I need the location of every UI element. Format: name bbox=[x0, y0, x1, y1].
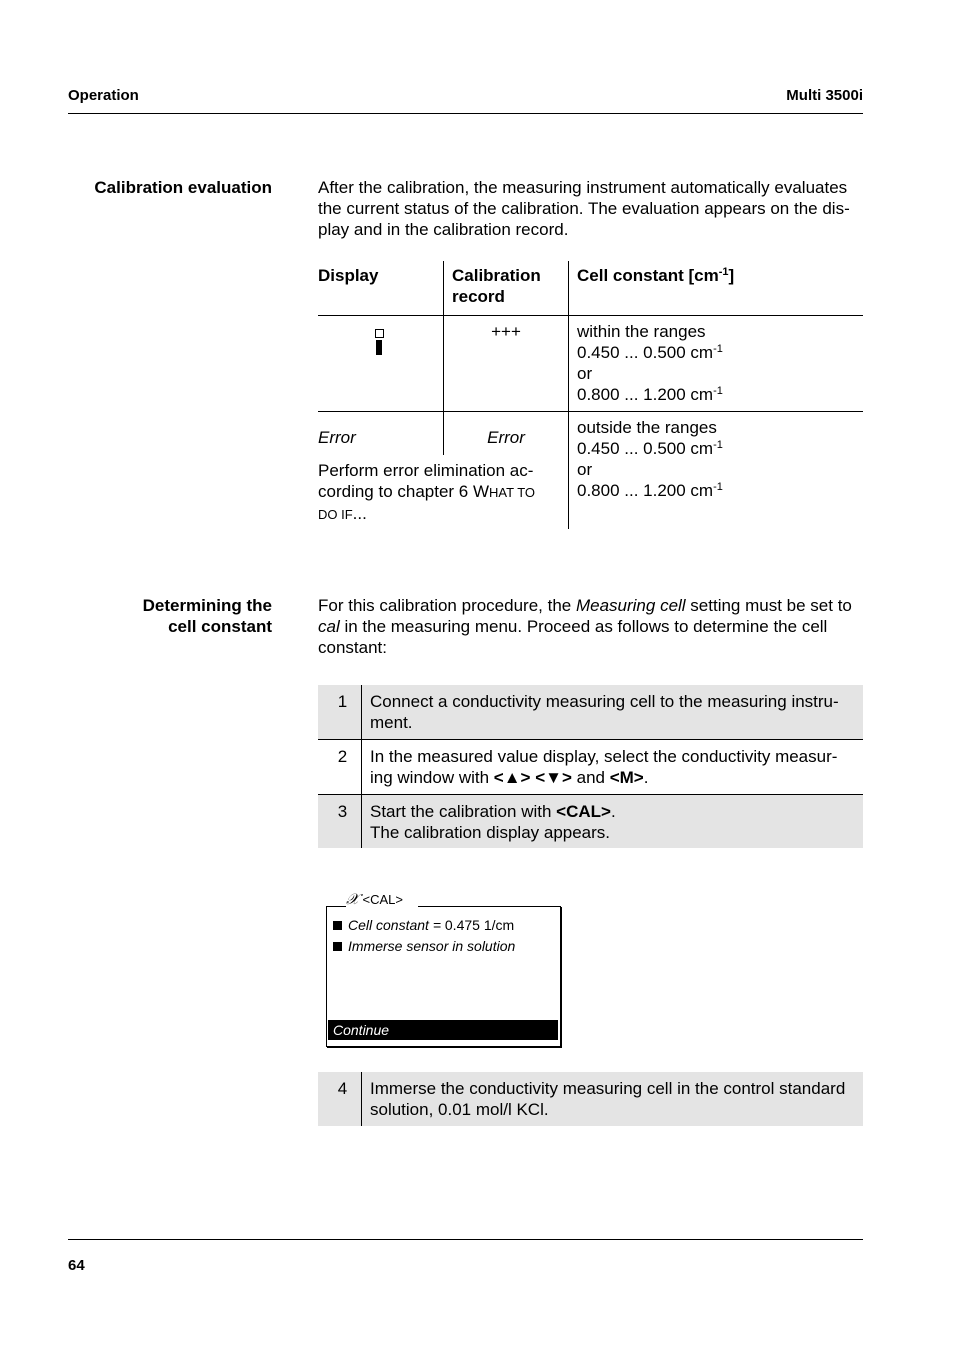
exponent: -1 bbox=[713, 439, 723, 451]
bullet-icon bbox=[333, 942, 342, 951]
range-text: within the ranges bbox=[577, 322, 706, 341]
col-header-constant bbox=[577, 265, 734, 286]
step-divider bbox=[361, 1072, 362, 1126]
table-divider bbox=[443, 261, 444, 455]
footer-rule bbox=[68, 1239, 863, 1240]
step-line bbox=[370, 767, 857, 788]
range-value: 0.450 ... 0.500 cm bbox=[577, 439, 714, 458]
cell-symbol-icon: 𝒳 bbox=[346, 890, 359, 908]
step-text-run: and bbox=[571, 768, 610, 787]
row1-record: +++ bbox=[491, 322, 521, 341]
determining-intro bbox=[318, 595, 866, 658]
step-text bbox=[370, 1078, 857, 1120]
key-m: <M> bbox=[609, 768, 644, 787]
step-line: solution, 0.01 mol/l KCl. bbox=[370, 1100, 549, 1119]
step-divider bbox=[361, 740, 362, 794]
display-text: Immerse sensor in solution bbox=[348, 938, 516, 954]
determining-title bbox=[143, 595, 272, 637]
col-header-record-line: record bbox=[452, 287, 505, 306]
calibration-evaluation-intro bbox=[318, 177, 866, 240]
range-line bbox=[577, 384, 723, 405]
step-number: 1 bbox=[337, 692, 348, 711]
step-number: 3 bbox=[337, 802, 348, 821]
exponent: -1 bbox=[713, 385, 723, 397]
display-line-instruction bbox=[333, 937, 515, 955]
row2-constant bbox=[577, 417, 723, 501]
table-rule bbox=[318, 315, 863, 316]
step-divider bbox=[361, 685, 362, 739]
step-1 bbox=[318, 685, 863, 739]
step-2 bbox=[318, 740, 863, 794]
step-divider bbox=[361, 795, 362, 848]
intro-line: play and in the calibration record. bbox=[318, 220, 569, 239]
step-text bbox=[370, 691, 857, 733]
intro-text: setting must be set to bbox=[685, 596, 852, 615]
note-text: ... bbox=[352, 504, 367, 523]
header-section: Operation bbox=[68, 87, 139, 104]
col-header-record bbox=[452, 265, 541, 307]
display-line-cell-constant bbox=[333, 916, 514, 934]
intro-text: in the measuring menu. Proceed as follows to determine the cell bbox=[339, 617, 828, 636]
step-4 bbox=[318, 1072, 863, 1126]
display-label: Cell constant = bbox=[348, 917, 445, 933]
intro-line: constant: bbox=[318, 638, 387, 657]
range-line bbox=[577, 480, 723, 501]
intro-line bbox=[318, 616, 866, 637]
range-line bbox=[577, 438, 723, 459]
intro-line: After the calibration, the measuring instrument automatically evaluates bbox=[318, 178, 848, 197]
row1-constant bbox=[577, 321, 723, 405]
note-line: Perform error elimination ac- bbox=[318, 461, 534, 480]
step-number: 4 bbox=[337, 1079, 348, 1098]
intro-line bbox=[318, 595, 866, 616]
step-text-run: . bbox=[643, 768, 649, 787]
range-value: 0.800 ... 1.200 cm bbox=[577, 385, 714, 404]
step-line: ment. bbox=[370, 713, 413, 732]
range-text: outside the ranges bbox=[577, 418, 717, 437]
range-value: 0.450 ... 0.500 cm bbox=[577, 343, 714, 362]
bullet-icon bbox=[333, 921, 342, 930]
table-rule bbox=[318, 411, 863, 412]
note-text: cording to chapter 6 W bbox=[318, 482, 490, 501]
header-product: Multi 3500i bbox=[786, 87, 863, 104]
header-rule bbox=[68, 113, 863, 114]
step-line: Immerse the conductivity measuring cell in the control standard bbox=[370, 1079, 846, 1098]
step-line bbox=[370, 801, 857, 822]
col-header-constant-end: ] bbox=[728, 266, 735, 285]
table-divider bbox=[568, 261, 569, 529]
step-text bbox=[370, 801, 857, 843]
col-header-display: Display bbox=[318, 266, 379, 285]
step-line: In the measured value display, select the conductivity measur- bbox=[370, 747, 838, 766]
chapter-ref: HAT TO bbox=[489, 485, 536, 500]
key-down: <▼> bbox=[535, 768, 572, 787]
setting-name: Measuring cell bbox=[575, 596, 686, 615]
key-up: <▲> bbox=[493, 768, 531, 787]
screen-title bbox=[346, 890, 407, 909]
step-text bbox=[370, 746, 857, 788]
intro-text: For this calibration procedure, the bbox=[318, 596, 576, 615]
row2-record: Error bbox=[487, 428, 525, 447]
screen-title-text: <CAL> bbox=[362, 892, 404, 907]
exponent: -1 bbox=[718, 266, 729, 278]
instrument-display bbox=[326, 906, 561, 1047]
display-value: 0.475 1/cm bbox=[444, 917, 515, 933]
step-text-run: . bbox=[610, 802, 616, 821]
exponent: -1 bbox=[713, 343, 723, 355]
row2-note bbox=[318, 460, 563, 525]
key-cal: <CAL> bbox=[556, 802, 611, 821]
setting-value: cal bbox=[318, 617, 340, 636]
step-text-run: ing window with bbox=[370, 768, 494, 787]
calibration-evaluation-title: Calibration evaluation bbox=[94, 178, 272, 197]
note-line bbox=[318, 481, 563, 503]
page-number: 64 bbox=[68, 1257, 85, 1274]
step-line: The calibration display appears. bbox=[370, 823, 611, 842]
range-or: or bbox=[577, 460, 593, 479]
step-number: 2 bbox=[337, 747, 348, 766]
col-header-record-line: Calibration bbox=[452, 266, 541, 285]
step-line: Connect a conductivity measuring cell to the measuring instru- bbox=[370, 692, 839, 711]
col-header-constant-text: Cell constant [cm bbox=[577, 266, 719, 285]
note-line bbox=[318, 503, 563, 525]
step-3 bbox=[318, 795, 863, 848]
title-line: Determining the bbox=[142, 596, 272, 615]
range-or: or bbox=[577, 364, 593, 383]
intro-line: the current status of the calibration. The evaluation appears on the dis- bbox=[318, 199, 850, 218]
chapter-ref: DO IF bbox=[318, 507, 353, 522]
range-line bbox=[577, 342, 723, 363]
exponent: -1 bbox=[713, 481, 723, 493]
row2-display: Error bbox=[318, 428, 356, 447]
title-line: cell constant bbox=[168, 617, 272, 636]
continue-softkey[interactable]: Continue bbox=[328, 1020, 558, 1040]
step-text-run: Start the calibration with bbox=[370, 802, 557, 821]
range-value: 0.800 ... 1.200 cm bbox=[577, 481, 714, 500]
calibration-ok-icon bbox=[374, 329, 384, 356]
